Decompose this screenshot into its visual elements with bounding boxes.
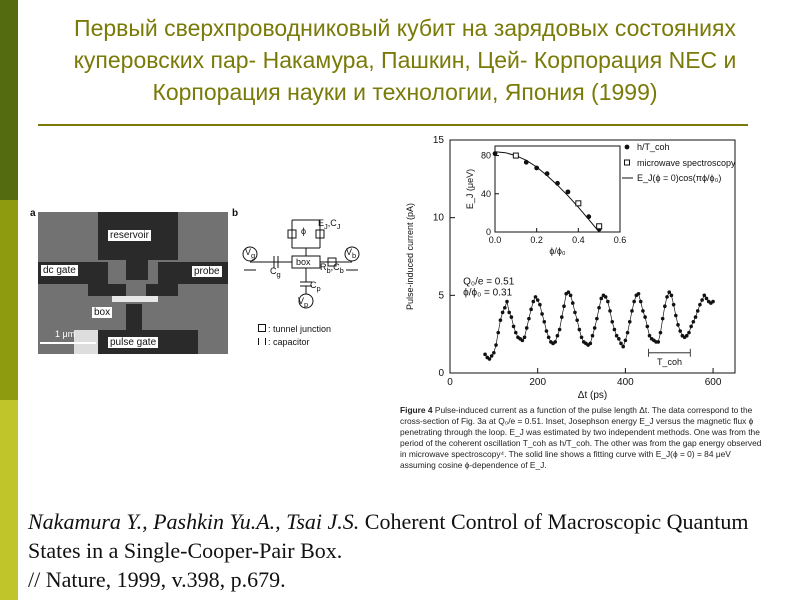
main-x-tick-label: 0 [447,377,453,388]
main-data-point [674,314,678,318]
inset-htcoh-point [566,189,571,194]
main-data-point [641,309,645,313]
annotation-phi: ϕ/ϕ₀ = 0.31 [463,287,513,299]
citation [28,507,788,594]
main-data-point [711,300,715,304]
main-y-tick-label: 0 [438,368,444,379]
inset-htcoh-point [493,151,498,156]
label-vg: $V_g$ [245,247,256,260]
inset-htcoh-point [524,160,529,165]
citation-journal: // Nature, 1999, v.398, p.679. [28,567,286,592]
legend-fit: E_J(ϕ = 0)cos(πϕ/ϕ₀) [637,173,722,183]
citation-title: Coherent Control of Macroscopic Quantum States in a Single-Cooper-Pair Box. [28,509,749,563]
inset-y-tick-label: 40 [480,188,491,199]
slide-title: Первый сверхпроводниковый кубит на зарядовых состояниях куперовских пар- Накамура, Пашкин, Цей- Корпорация NEC и Корпорация науки и технологии, Япония (1999) [73,15,737,105]
main-data-point [656,340,660,344]
main-y-axis-label: Pulse-induced current (pA) [405,202,415,311]
main-data-point [578,328,582,332]
main-data-point [648,334,652,338]
main-data-point [580,335,584,339]
main-data-point [619,342,623,346]
inset-microwave-point [576,201,581,206]
main-data-point [610,320,614,324]
label-dc-gate: dc gate [43,265,76,276]
main-data-point [696,309,700,313]
main-data-point [547,335,551,339]
main-data-point [694,315,698,319]
main-data-point [499,318,503,322]
main-data-point [595,317,599,321]
inset-htcoh-point [534,166,539,171]
main-data-point [613,328,617,332]
legend-capacitor: : capacitor [258,337,310,347]
label-probe: probe [194,266,220,277]
main-data-point [597,306,601,310]
main-data-point [608,309,612,313]
inset-x-tick-label: 0.2 [530,235,543,245]
main-data-point [659,331,663,335]
main-data-point [545,329,549,333]
main-data-point [667,290,671,294]
main-data-point [630,309,634,313]
main-data-point [628,320,632,324]
annotation-tcoh: T_coh [656,356,682,367]
main-data-point [687,331,691,335]
side-bar-light [0,400,18,600]
label-reservoir: reservoir [110,230,149,241]
citation-authors: Nakamura Y., Pashkin Yu.A., Tsai J.S. [28,509,360,534]
main-chart [395,128,775,403]
main-data-point [705,297,709,301]
annotation-q0: Q₀/e = 0.51 [463,276,515,288]
main-data-point [700,298,704,302]
main-data-point [556,334,560,338]
main-y-tick-label: 10 [432,212,444,224]
main-data-point [672,303,676,307]
inset-x-axis-label: ϕ/ϕ₀ [549,246,566,256]
label-vp: $V_p$ [298,296,309,309]
side-bar-mid [0,200,18,400]
main-data-point [492,351,496,355]
inset-microwave-point [513,153,518,158]
main-data-point [490,354,494,358]
main-data-point [639,300,643,304]
main-data-point [589,342,593,346]
label-box-node: box [296,257,311,267]
main-data-point [573,311,577,315]
label-pulse-gate: pulse gate [110,337,157,348]
main-data-point [483,353,487,357]
main-data-point [569,294,573,298]
scale-bar [40,342,96,344]
main-data-point [494,343,498,347]
main-data-point [521,339,525,343]
legend-htcoh: h/T_coh [637,142,670,152]
label-vb: $V_b$ [346,247,357,260]
label-cp: $C_p$ [310,280,321,293]
main-data-point [661,317,665,321]
main-data-point [505,300,509,304]
title-rule [38,124,748,126]
main-data-point [637,292,641,296]
main-data-point [562,304,566,308]
label-phi: ϕ [301,226,307,236]
main-data-point [692,320,696,324]
label-scale: 1 μm [55,329,76,339]
inset-htcoh-point [586,214,591,219]
main-data-point [615,334,619,338]
inset-y-axis-label: E_J (μeV) [465,168,475,210]
main-x-tick-label: 400 [617,377,634,388]
main-data-point [523,335,527,339]
inset-frame [495,146,620,232]
main-data-point [646,325,650,329]
main-x-axis-label: Δt (ps) [577,390,608,401]
main-data-point [496,331,500,335]
label-box: box [94,307,111,318]
main-data-point [510,315,514,319]
main-y-tick-label: 15 [432,135,444,146]
legend-marker-microwave [625,160,630,165]
main-data-point [558,328,562,332]
main-data-point [643,315,647,319]
main-data-point [593,326,597,330]
inset-microwave-point [597,224,602,229]
main-data-point [527,317,531,321]
legend-microwave: microwave spectroscopy [637,158,736,168]
main-data-point [553,340,557,344]
main-data-point [624,339,628,343]
main-data-point [571,301,575,305]
main-data-point [532,300,536,304]
main-data-point [591,334,595,338]
main-data-point [663,304,667,308]
main-data-point [488,357,492,361]
inset-x-tick-label: 0.4 [572,235,585,245]
main-data-point [567,290,571,294]
main-data-point [501,311,505,315]
legend-marker-htcoh [625,145,630,150]
main-data-point [540,312,544,316]
panel-a-letter: a [30,208,36,219]
main-data-point [525,326,529,330]
main-data-point [632,300,636,304]
main-data-point [678,329,682,333]
main-data-point [503,306,507,310]
main-x-tick-label: 200 [529,377,547,388]
inset-y-tick-label: 0 [485,227,491,237]
main-data-point [536,298,540,302]
main-data-point [560,315,564,319]
main-data-point [538,303,542,307]
main-data-point [621,345,625,349]
main-data-point [604,295,608,299]
inset-htcoh-point [555,181,560,186]
main-data-point [529,308,533,312]
main-data-point [542,320,546,324]
panel-b-letter: b [232,208,239,219]
main-data-point [665,295,669,299]
main-data-point [685,334,689,338]
inset-y-tick-label: 80 [480,150,491,161]
main-data-point [507,311,511,315]
label-rb-cb: $R_b,C_b$ [320,262,344,275]
label-ej-cj: $E_J,C_J$ [318,218,341,231]
side-bar-dark [0,0,18,200]
main-data-point [676,323,680,327]
main-data-point [689,325,693,329]
main-data-point [670,294,674,298]
main-data-point [626,331,630,335]
main-data-point [512,325,516,329]
inset-x-tick-label: 0.6 [613,235,627,245]
inset-x-tick-label: 0.0 [488,235,502,245]
legend-tunnel-junction: : tunnel junction [258,324,331,334]
figure-caption: Figure 4 Pulse-induced current as a function of the pulse length Δt. The data correspond to the cross-section of Fig. 3a at Q₀/e = 0.51. Inset, Josephson energy E_J versus the magnetic flux ϕ penetrating through the loop. E_J was estimated by two independent methods. One was from the period of the coherent oscillation T_coh as h/T_coh. The other was from the gap energy observed in microwave spectroscopy⁴. The solid line shows a fitting curve with E_J(ϕ = 0) = 84 μeV assuming cosine ϕ-dependence of E_J. [400,405,762,470]
main-data-point [617,337,621,341]
main-data-point [514,331,518,335]
main-data-point [534,295,538,299]
label-cg: $C_g$ [270,266,281,279]
main-data-point [575,318,579,322]
main-data-point [606,300,610,304]
main-data-point [599,297,603,301]
main-data-point [703,294,707,298]
main-y-tick-label: 5 [438,290,444,302]
main-x-tick-label: 600 [704,377,722,388]
inset-htcoh-point [545,171,550,176]
main-data-point [698,303,702,307]
